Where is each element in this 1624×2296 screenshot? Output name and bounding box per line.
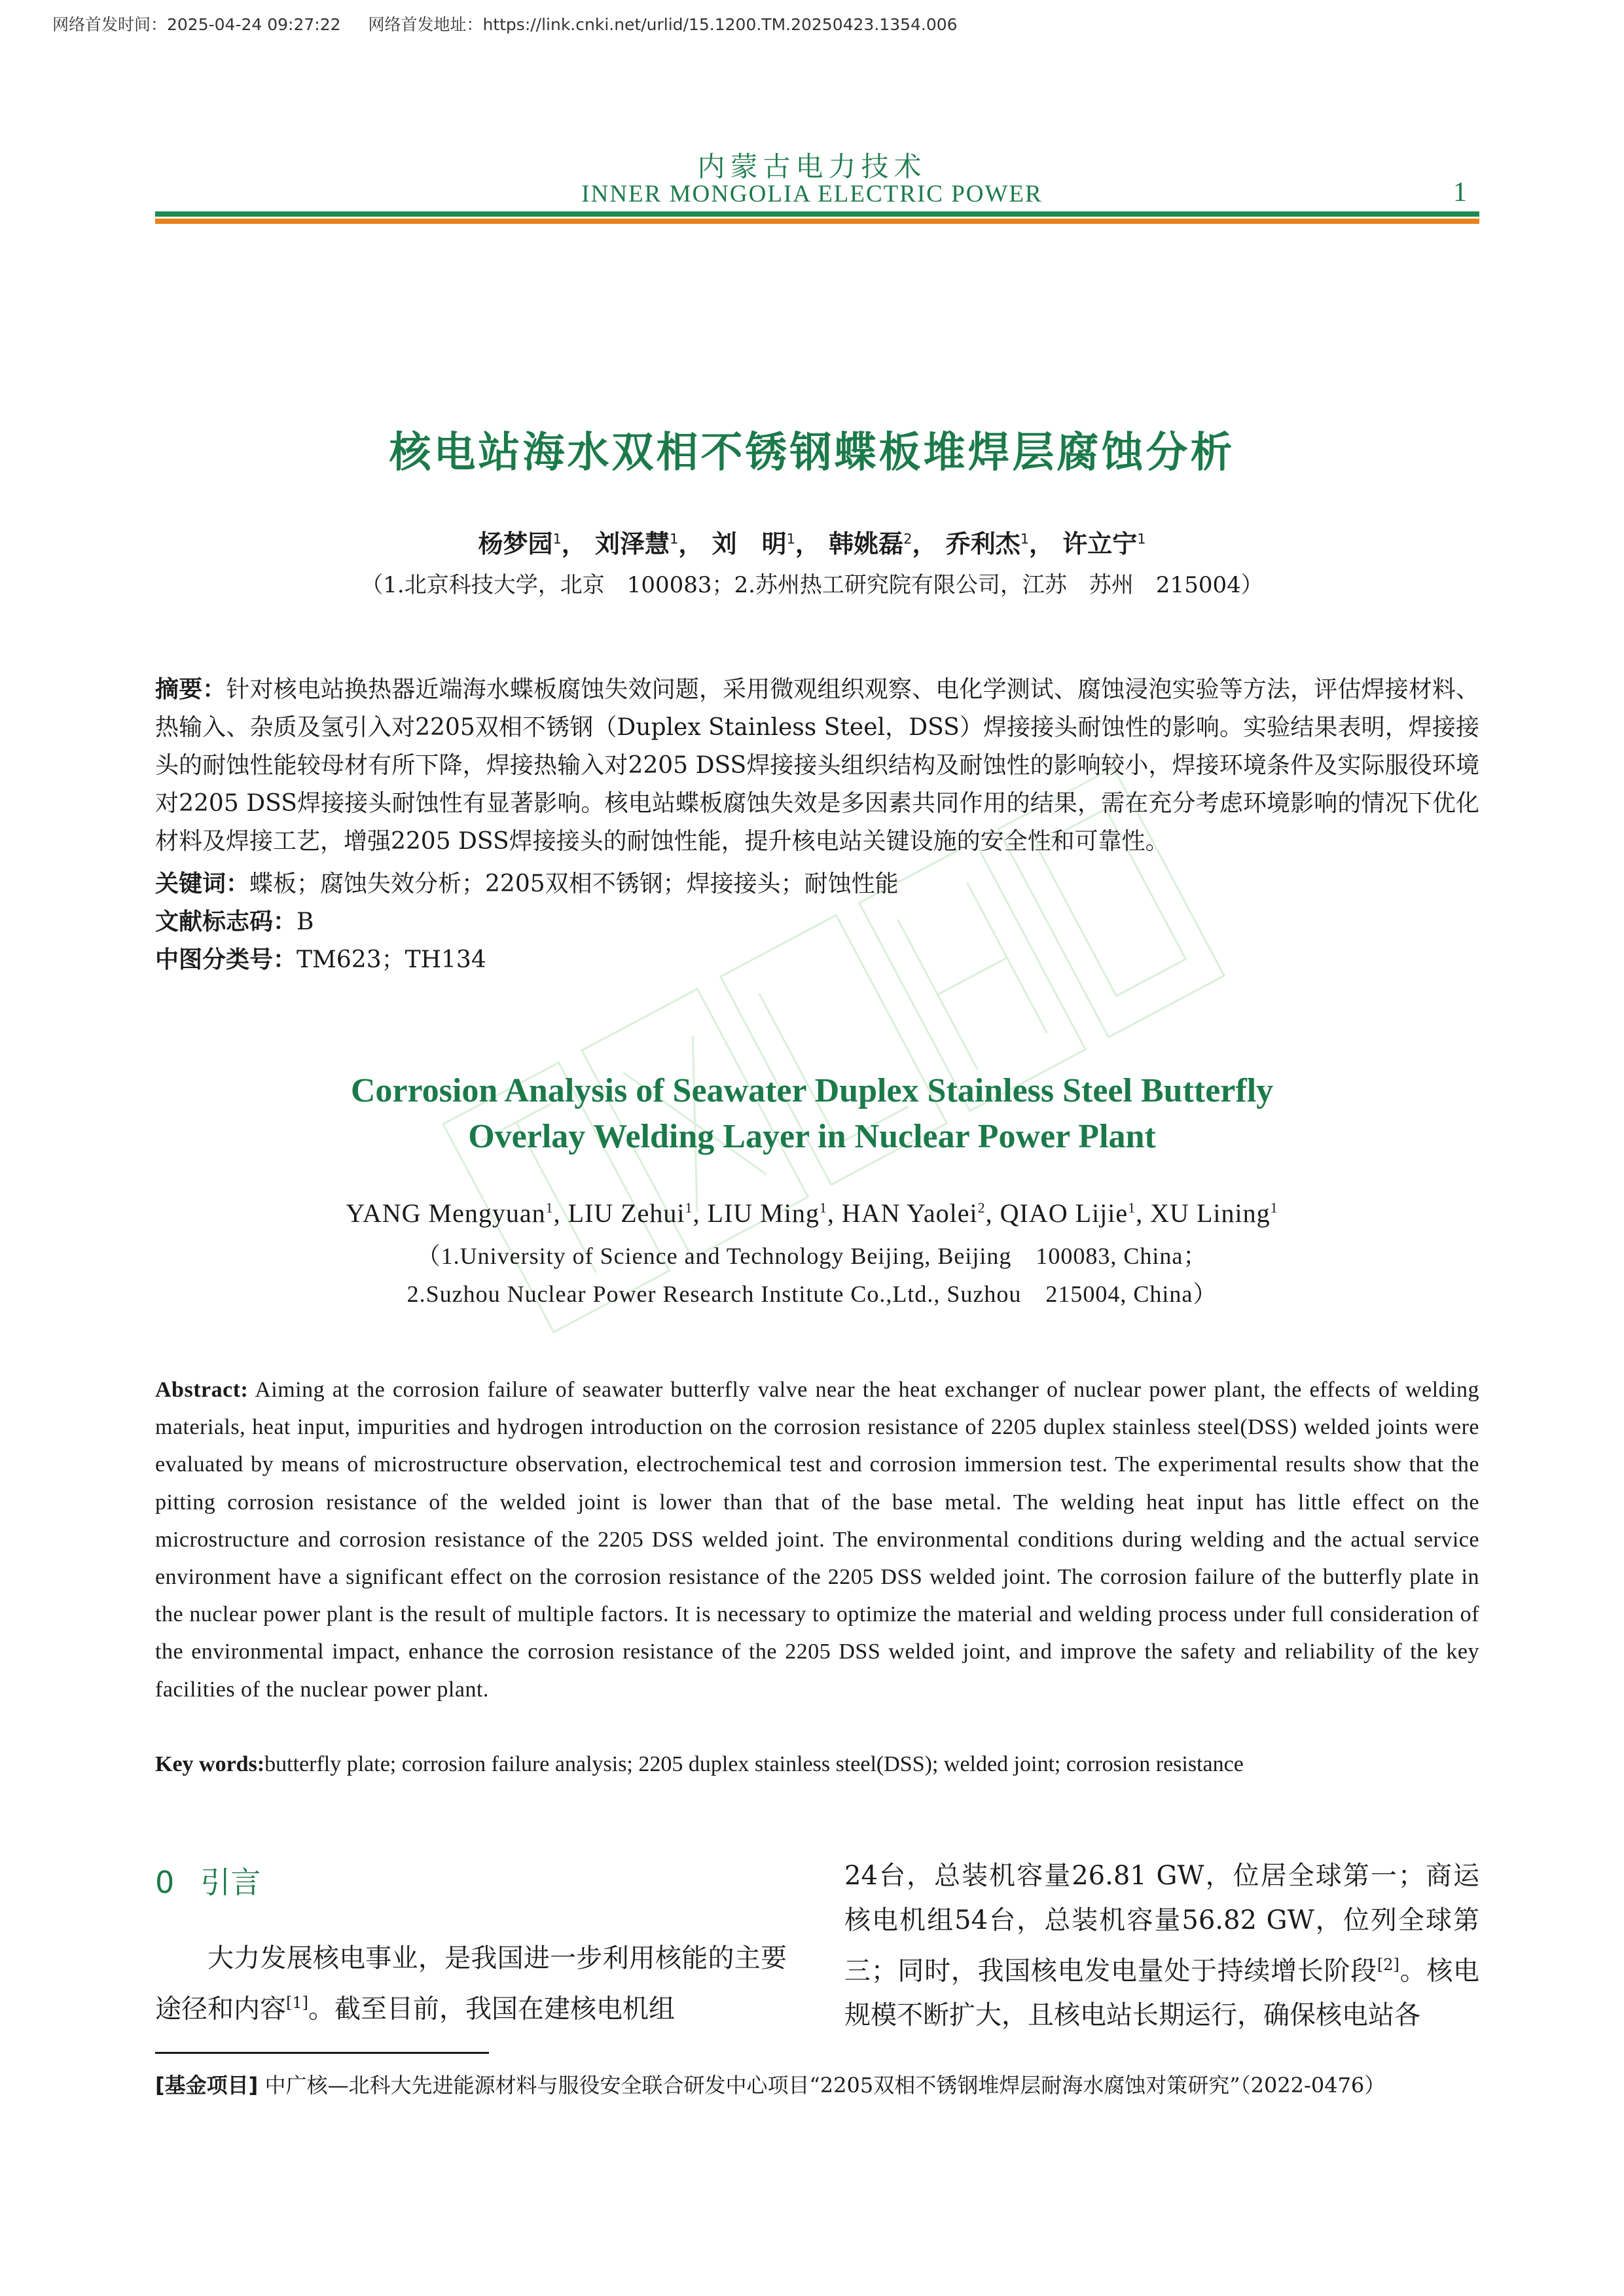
paper-title-cn: 核电站海水双相不锈钢蝶板堆焊层腐蚀分析 bbox=[389, 428, 1235, 477]
author-name-en: XU Lining bbox=[1150, 1198, 1271, 1228]
citation-link[interactable]: [2] bbox=[1377, 1956, 1399, 1974]
author-separator: ， bbox=[1029, 529, 1055, 558]
author-affiliation-marker: 1 bbox=[1020, 531, 1029, 547]
header-rule-green bbox=[155, 211, 1479, 217]
section-heading-introduction bbox=[155, 1859, 261, 1902]
document-code bbox=[155, 903, 1479, 941]
author-name: 杨梦园 bbox=[478, 529, 553, 558]
keywords-en-text: butterfly plate; corrosion failure analysis; 2205 duplex stainless steel(DSS); welded joint; corrosion resistance bbox=[264, 1752, 1244, 1776]
keywords-en bbox=[155, 1746, 1479, 1783]
footnote-divider bbox=[155, 2052, 489, 2054]
document-code-value: B bbox=[297, 908, 314, 935]
abstract-cn-text: 针对核电站换热器近端海水蝶板腐蚀失效问题，采用微观组织观察、电化学测试、腐蚀浸泡实验等方法，评估焊接材料、热输入、杂质及氢引入对2205双相不锈钢（Duplex Stainless Steel，DSS）焊接接头耐蚀性的影响。实验结果表明，焊接接头的耐蚀性能较母材有所下降，焊接热输入对2205 DSS焊接接头组织结构及耐蚀性的影响较小，焊接环境条件及实际服役环境对2205 DSS焊接接头耐蚀性有显著影响。核电站蝶板腐蚀失效是多因素共同作用的结果，需在充分考虑环境影响的情况下优化材料及焊接工艺，增强2205 DSS焊接接头的耐蚀性能，提升核电站关键设施的安全性和可靠性。 bbox=[155, 676, 1479, 855]
author-separator: , bbox=[985, 1198, 1000, 1228]
author-name: 乔利杰 bbox=[945, 529, 1020, 558]
author-separator: , bbox=[827, 1198, 842, 1228]
keywords-cn-text: 蝶板；腐蚀失效分析；2205双相不锈钢；焊接接头；耐蚀性能 bbox=[249, 870, 899, 897]
author-name: 许立宁 bbox=[1062, 529, 1138, 558]
author-separator: , bbox=[1136, 1198, 1151, 1228]
citation-link[interactable]: [1] bbox=[286, 1994, 308, 2012]
author-affiliation-marker: 1 bbox=[685, 1199, 693, 1216]
publication-meta bbox=[52, 12, 980, 35]
abstract-en bbox=[155, 1371, 1479, 1708]
classification-value: TM623；TH134 bbox=[297, 946, 486, 973]
page-number: 1 bbox=[1453, 177, 1467, 207]
author-separator: , bbox=[693, 1198, 708, 1228]
section-title: 引言 bbox=[200, 1865, 261, 1900]
author-affiliation-marker: 1 bbox=[786, 531, 795, 547]
affiliation-en-line1: （1.University of Science and Technology Beijing, Beijing 100083, China； bbox=[416, 1243, 1208, 1269]
document-code-label: 文献标志码： bbox=[155, 908, 297, 935]
author-name-en: LIU Zehui bbox=[568, 1198, 685, 1228]
keywords-cn bbox=[155, 865, 1479, 903]
author-list-cn bbox=[0, 524, 1624, 560]
author-affiliation-marker: 2 bbox=[903, 531, 912, 547]
abstract-en-text: Aiming at the corrosion failure of seawater butterfly valve near the heat exchanger of nuclear power plant, the effects of welding materials, heat input, impurities and hydrogen introduction on the corrosion resistance of 2205 duplex stainless steel(DSS) welded joints were evaluated by means of microstructure observation, electrochemical test and corrosion immersion test. The experimental results show that the pitting corrosion resistance of the welded joint is lower than that of the base metal. The welding heat input has little effect on the microstructure and corrosion resistance of the 2205 DSS welded joint. The environmental conditions during welding and the actual service environment have a significant effect on the corrosion resistance of the 2205 DSS welded joint. The corrosion failure of the butterfly plate in the nuclear power plant is the result of multiple factors. It is necessary to optimize the material and welding process under full consideration of the environmental impact, enhance the corrosion resistance of the 2205 DSS welded joint, and improve the safety and reliability of the key facilities of the nuclear power plant. bbox=[155, 1378, 1479, 1702]
author-affiliation-marker: 1 bbox=[1128, 1199, 1136, 1216]
author-list-en bbox=[0, 1198, 1624, 1229]
author-name-en: QIAO Lijie bbox=[1000, 1198, 1128, 1228]
body-column-right bbox=[844, 1854, 1479, 2037]
author-separator: ， bbox=[678, 529, 704, 558]
author-name: 刘 明 bbox=[712, 529, 787, 558]
affiliation-cn: （1.北京科技大学，北京 100083；2.苏州热工研究院有限公司，江苏 苏州 215004） bbox=[361, 572, 1263, 598]
author-name-en: HAN Yaolei bbox=[841, 1198, 978, 1228]
author-name-en: YANG Mengyuan bbox=[346, 1198, 546, 1228]
author-affiliation-marker: 1 bbox=[1270, 1199, 1278, 1216]
publish-time: 网络首发时间：2025-04-24 09:27:22 bbox=[52, 15, 341, 34]
author-affiliation-marker: 1 bbox=[1137, 531, 1146, 547]
author-affiliation-marker: 1 bbox=[552, 531, 562, 547]
body-text: 。核电规模不断扩大，且核电站长期运行，确保核电站各 bbox=[844, 1956, 1480, 2031]
funding-text: 中广核—北科大先进能源材料与服役安全联合研发中心项目“2205双相不锈钢堆焊层耐海水腐蚀对策研究”（2022-0476） bbox=[258, 2073, 1386, 2098]
funding-footnote bbox=[155, 2068, 1479, 2102]
abstract-en-label: Abstract: bbox=[155, 1378, 249, 1402]
author-separator: ， bbox=[795, 529, 820, 558]
body-text: 。截至目前，我国在建核电机组 bbox=[308, 1994, 675, 2024]
author-affiliation-marker: 1 bbox=[545, 1199, 554, 1216]
publish-url[interactable]: 网络首发地址：https://link.cnki.net/urlid/15.1200.TM.20250423.1354.006 bbox=[368, 15, 958, 34]
section-number: 0 bbox=[155, 1865, 175, 1900]
author-name: 韩姚磊 bbox=[829, 529, 904, 558]
author-separator: , bbox=[553, 1198, 568, 1228]
author-affiliation-marker: 2 bbox=[977, 1199, 986, 1216]
author-separator: ， bbox=[912, 529, 937, 558]
author-name: 刘泽慧 bbox=[595, 529, 670, 558]
header-rule-orange bbox=[155, 219, 1479, 224]
paper-title-en bbox=[0, 1068, 1624, 1160]
keywords-cn-label: 关键词： bbox=[155, 870, 250, 897]
author-affiliation-marker: 1 bbox=[819, 1199, 827, 1216]
keywords-en-label: Key words: bbox=[155, 1752, 265, 1776]
author-affiliation-marker: 1 bbox=[670, 531, 679, 547]
body-column-left bbox=[155, 1936, 787, 2031]
affiliation-en-line2: 2.Suzhou Nuclear Power Research Institute Co.,Ltd., Suzhou 215004, China） bbox=[406, 1281, 1218, 1307]
author-separator: ， bbox=[561, 529, 586, 558]
journal-name-cn: 内蒙古电力技术 bbox=[697, 151, 927, 183]
classification-label: 中图分类号： bbox=[155, 946, 297, 973]
body-text: 大力发展核电事业，是我国进一步利用核能的主要途径和内容 bbox=[155, 1943, 787, 2024]
abstract-cn-label: 摘要： bbox=[155, 676, 226, 703]
body-text: 24台，总装机容量26.81 GW，位居全球第一；商运核电机组54台，总装机容量56.82 GW，位列全球第三；同时，我国核电发电量处于持续增长阶段 bbox=[844, 1861, 1479, 1986]
paper-title-en-line2: Overlay Welding Layer in Nuclear Power Plant bbox=[468, 1118, 1156, 1155]
journal-name-en: INNER MONGOLIA ELECTRIC POWER bbox=[581, 181, 1043, 207]
author-name-en: LIU Ming bbox=[707, 1198, 820, 1228]
affiliation-en bbox=[0, 1237, 1624, 1313]
funding-label: [基金项目] bbox=[155, 2073, 259, 2098]
paper-title-en-line1: Corrosion Analysis of Seawater Duplex Stainless Steel Butterfly bbox=[350, 1072, 1274, 1109]
abstract-cn bbox=[155, 671, 1479, 861]
classification-number bbox=[155, 941, 1479, 979]
